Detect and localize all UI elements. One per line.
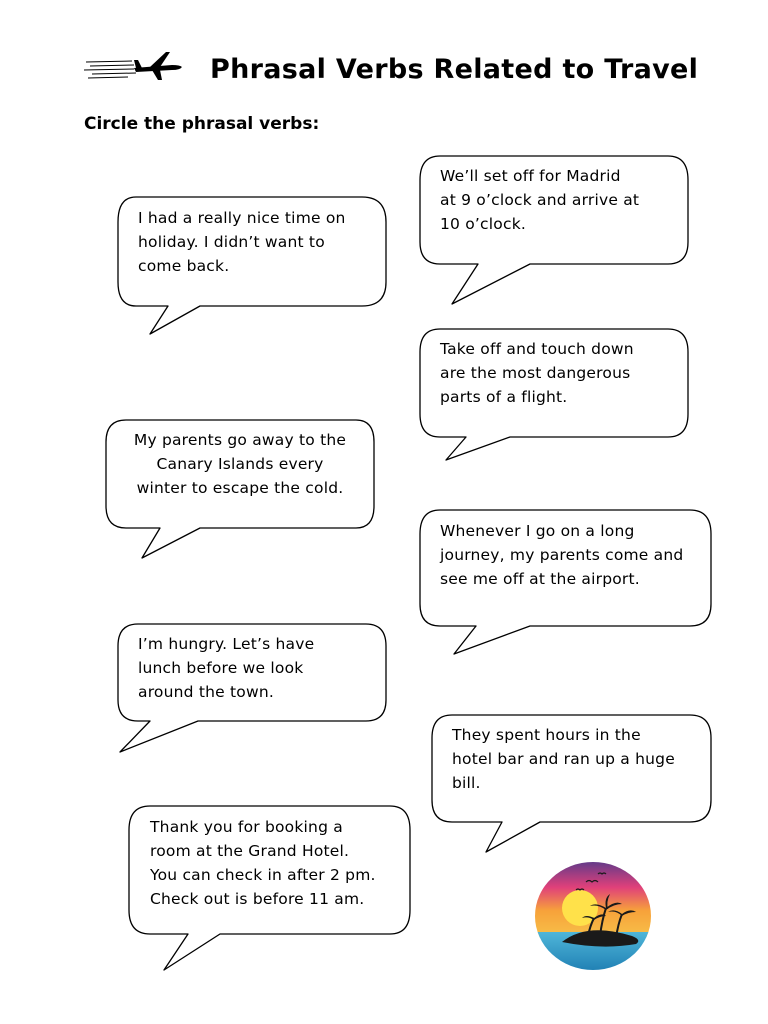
bubble-text-hungry: I’m hungry. Let’s have lunch before we look around the town.	[138, 635, 315, 701]
bubble-text-bar: They spent hours in the hotel bar and ran up a huge bill.	[452, 726, 675, 792]
bubble-text-holiday: I had a really nice time on holiday. I didn’t want to come back.	[138, 209, 346, 275]
bubble-text-parents: My parents go away to the Canary Islands every winter to escape the cold.	[133, 431, 347, 497]
page-title: Phrasal Verbs Related to Travel	[210, 54, 699, 85]
bubble-text-journey: Whenever I go on a long journey, my parents come and see me off at the airport.	[440, 522, 684, 588]
bubble-text-madrid: We’ll set off for Madrid at 9 o’clock and arrive at 10 o’clock.	[440, 167, 640, 233]
bubble-text-hotel: Thank you for booking a room at the Grand Hotel. You can check in after 2 pm. Check out is before 11 am.	[150, 818, 376, 908]
bubble-text-flight: Take off and touch down are the most dangerous parts of a flight.	[440, 340, 634, 406]
instruction-text: Circle the phrasal verbs:	[84, 114, 320, 134]
tropical-island-sunset-image	[532, 860, 654, 972]
